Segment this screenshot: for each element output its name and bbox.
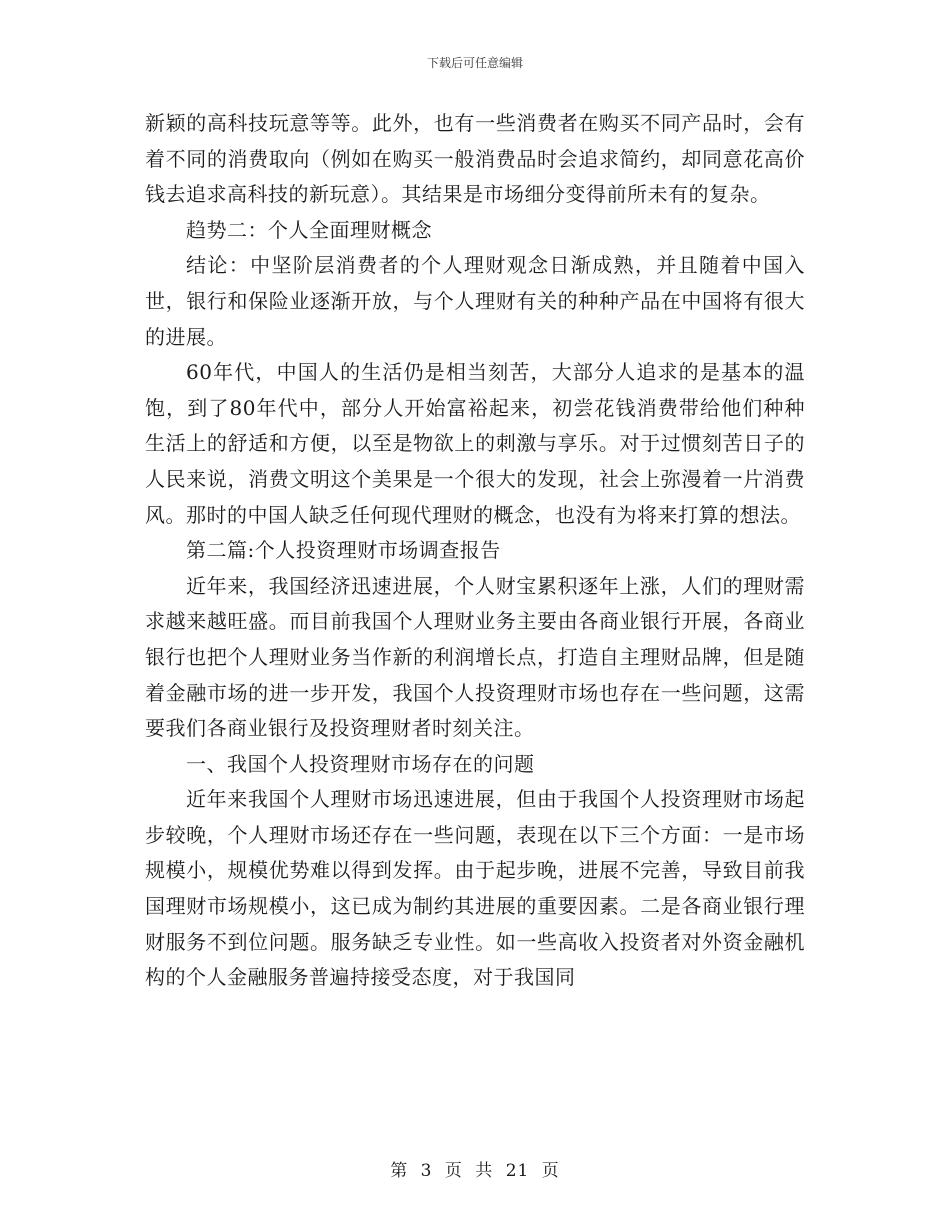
- paragraph-1: 新颖的高科技玩意等等。此外，也有一些消费者在购买不同产品时，会有着不同的消费取向（例如在购买一般消费品时会追求简约，却同意花高价钱去追求高科技的新玩意）。其结果是市场细分变得前所未有的复杂。: [145, 111, 805, 207]
- heading-trend-two: 趋势二：个人全面理财概念: [186, 217, 432, 242]
- paragraph-conclusion: 结论：中坚阶层消费者的个人理财观念日渐成熟，并且随着中国入世，银行和保险业逐渐开放，与个人理财有关的种种产品在中国将有很大的进展。: [145, 253, 805, 349]
- page-header-note: 下载后可任意编辑: [426, 56, 523, 70]
- paragraph-history: 60年代，中国人的生活仍是相当刻苦，大部分人追求的是基本的温饱，到了80年代中，部分人开始富裕起来，初尝花钱消费带给他们种种生活上的舒适和方便，以至是物欲上的刺激与享乐。对于过惯刻苦日子的人民来说，消费文明这个美果是一个很大的发现，社会上弥漫着一片消费风。那时的中国人缺乏任何现代理财的概念，也没有为将来打算的想法。: [145, 360, 805, 527]
- paragraph-problems: 近年来我国个人理财市场迅速进展，但由于我国个人投资理财市场起步较晚，个人理财市场还存在一些问题，表现在以下三个方面：一是市场规模小，规模优势难以得到发挥。由于起步晚，进展不完善，导致目前我国理财市场规模小，这已成为制约其进展的重要因素。二是各商业银行理财服务不到位问题。服务缺乏专业性。如一些高收入投资者对外资金融机构的个人金融服务普遍持接受态度，对于我国同: [145, 787, 805, 990]
- paragraph-intro: 近年来，我国经济迅速进展，个人财宝累积逐年上涨，人们的理财需求越来越旺盛。而目前我国个人理财业务主要由各商业银行开展，各商业银行也把个人理财业务当作新的利润增长点，打造自主理财品牌，但是随着金融市场的进一步开发，我国个人投资理财市场也存在一些问题，这需要我们各商业银行及投资理财者时刻关注。: [145, 573, 805, 741]
- document-body: [145, 106, 805, 996]
- page-number: 第 3 页 共 21 页: [390, 1161, 560, 1181]
- heading-section-one: 一、我国个人投资理财市场存在的问题: [186, 751, 535, 776]
- heading-part-two: 第二篇:个人投资理财市场调查报告: [186, 538, 501, 563]
